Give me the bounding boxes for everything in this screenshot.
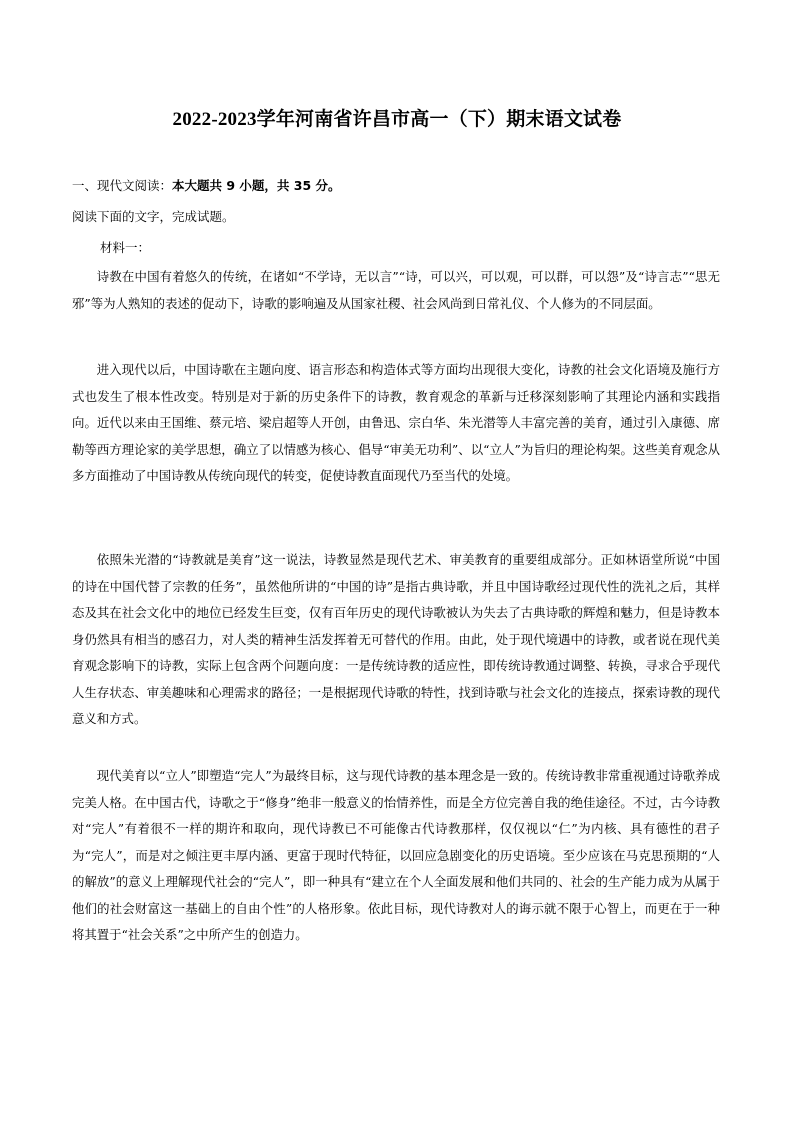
exam-title: 2022-2023学年河南省许昌市高一（下）期末语文试卷 [172,109,622,130]
section-bold-text: 本大题共 9 小题，共 35 分。 [172,178,341,193]
paragraph-4: 现代美育以“立人”即塑造“完人”为最终目标，这与现代诗教的基本理念是一致的。传统诗教非常重视通过诗歌养成完美人格。在中国古代，诗歌之于“修身”绝非一般意义的怡情养性，而是全方位完善自我的绝佳途径。不过，古今诗教对“完人”有着很不一样的期许和取向，现代诗教已不可能像古代诗教那样，仅仅视以“仁”为内核、具有德性的君子为“完人”，而是对之倾注更丰厚内涵、更富于现时代特征，以回应急剧变化的历史语境。至少应该在马克思预期的“人的解放”的意义上理解现代社会的“完人”，即一种具有“建立在个人全面发展和他们共同的、社会的生产能力成为从属于他们的社会财富这一基础上的自由个性”的人格形象。依此目标，现代诗教对人的诲示就不限于心智上，而更在于一种将其置于“社会关系”之中所产生的创造力。 [72,768,720,942]
paragraph-1: 诗教在中国有着悠久的传统，在诸如“不学诗，无以言”“诗，可以兴，可以观，可以群，可以怨”及“诗言志”“思无邪”等为人熟知的表述的促动下，诗歌的影响遍及从国家社稷、社会风尚到日常礼仪、个人修为的不同层面。 [72,269,720,311]
material-label: 材料一： [100,240,151,255]
paragraph-3: 依照朱光潜的“诗教就是美育”这一说法，诗教显然是现代艺术、审美教育的重要组成部分。正如林语堂所说“中国的诗在中国代替了宗教的任务”，虽然他所讲的“中国的诗”是指古典诗歌，并且中国诗歌经过现代性的洗礼之后，其样态及其在社会文化中的地位已经发生巨变，仅有百年历史的现代诗歌被认为失去了古典诗歌的辉煌和魅力，但是诗教本身仍然具有相当的感召力，对人类的精神生活发挥着无可替代的作用。由此，处于现代境遇中的诗教，或者说在现代美育观念影响下的诗教，实际上包含两个问题向度：一是传统诗教的适应性，即传统诗教通过调整、转换，寻求合乎现代人生存状态、审美趣味和心理需求的路径；一是根据现代诗歌的特性，找到诗歌与社会文化的连接点，探索诗教的现代意义和方式。 [72,552,720,726]
paragraph-2: 进入现代以后，中国诗歌在主题向度、语言形态和构造体式等方面均出现很大变化，诗教的社会文化语境及施行方式也发生了根本性改变。特别是对于新的历史条件下的诗教，教育观念的革新与迁移深刻影响了其理论内涵和实践指向。近代以来由王国维、蔡元培、梁启超等人开创，由鲁迅、宗白华、朱光潜等人丰富完善的美育，通过引入康德、席勒等西方理论家的美学思想，确立了以情感为核心、倡导“审美无功利”、以“立人”为旨归的理论构架。这些美育观念从多方面推动了中国诗教从传统向现代的转变，促使诗教直面现代乃至当代的处境。 [72,362,720,483]
section-prefix: 一、现代文阅读： [72,178,173,193]
reading-instruction: 阅读下面的文字，完成试题。 [72,209,235,224]
section-heading [72,176,341,194]
